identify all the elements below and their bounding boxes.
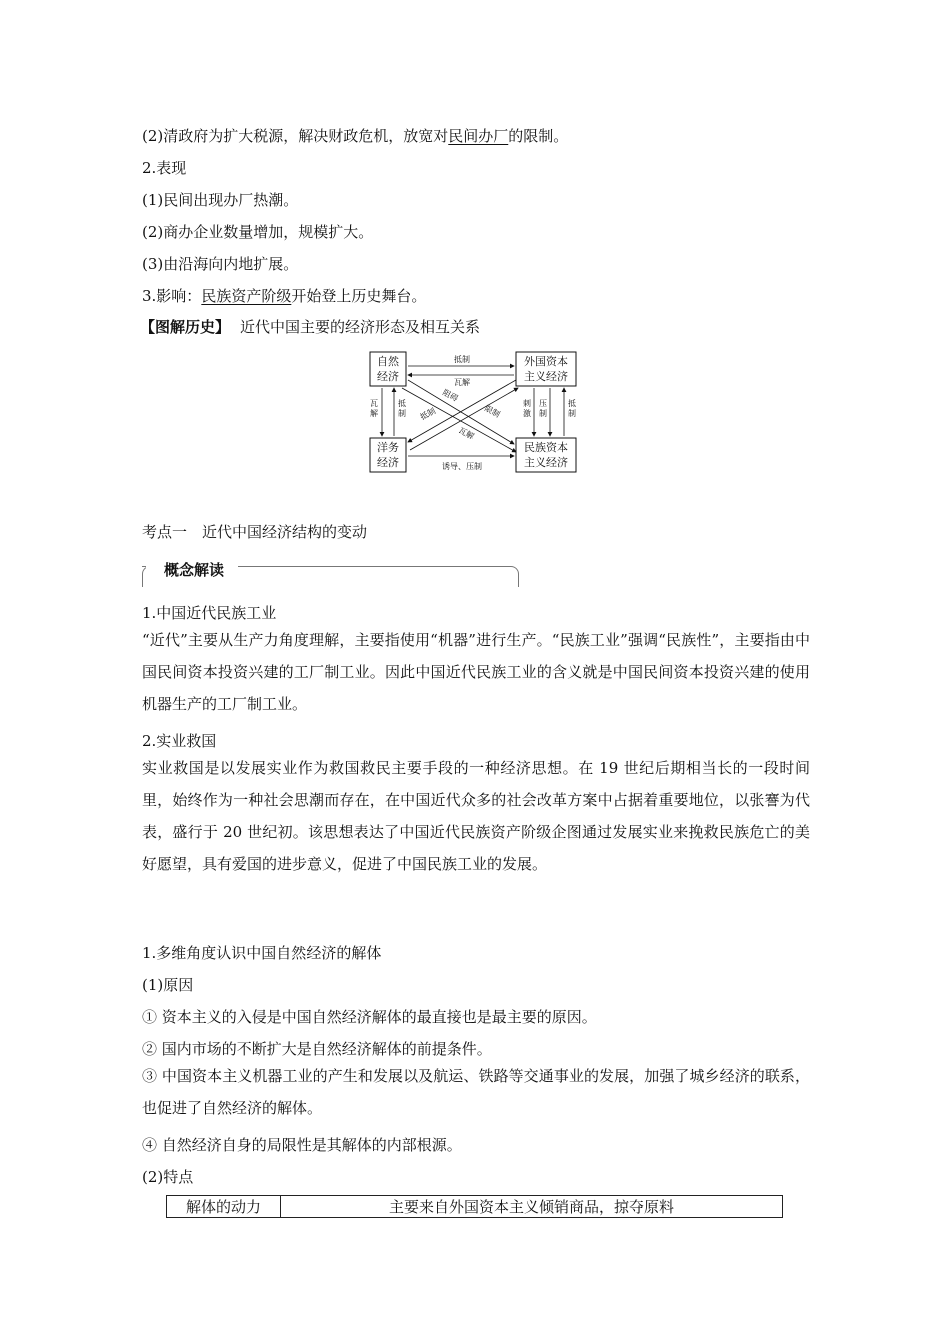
text-line-3: (1)民间出现办厂热潮。 — [142, 191, 299, 209]
label-diag-dizhi: 抵制 — [418, 406, 438, 422]
line-6-prefix: 3.影响： — [142, 287, 202, 305]
label-right-c2: 制 — [568, 409, 576, 418]
concept-2-body: 实业救国是以发展实业作为救国救民主要手段的一种经济思想。在 19 世纪后期相当长的一段时间里，始终作为一种社会思潮而存在，在中国近代众多的社会改革方案中占据着重要地位，以张謇为代表，盛行于 20 世纪初。该思想表达了中国近代民族资产阶级企图通过发展实业来挽救民族危亡的美好愿望，具有爱国的进步意义，促进了中国民族工业的发展。 — [142, 759, 810, 873]
line-1-underlined: 民间办厂 — [448, 127, 509, 145]
analysis-feature-heading: (2)特点 — [142, 1168, 194, 1186]
label-top-lower: 瓦解 — [454, 378, 470, 387]
text-line-4: (2)商办企业数量增加，规模扩大。 — [142, 223, 374, 241]
label-diag-zuai: 阻碍 — [441, 387, 460, 404]
analysis-reason-heading: (1)原因 — [142, 976, 194, 994]
arrow-diag-2 — [402, 388, 516, 452]
box-tl-line1: 自然 — [377, 355, 399, 368]
illustration-tag: 【图解历史】 — [140, 318, 231, 336]
feature-table — [166, 1195, 783, 1218]
label-bottom: 诱导、压制 — [442, 462, 482, 471]
box-tr-line2: 主义经济 — [524, 370, 568, 383]
concept-1-body: “近代”主要从生产力角度理解，主要指使用“机器”进行生产。“民族工业”强调“民族性”，主要指由中国民间资本投资兴建的工厂制工业。因此中国近代民族工业的含义就是中国民间资本投资兴建的使用机器生产的工厂制工业。 — [142, 631, 810, 713]
label-diag-xianzhi: 限制 — [483, 403, 502, 420]
text-line-7 — [140, 317, 480, 337]
table-cell: 主要来自外国资本主义倾销商品，掠夺原料 — [281, 1196, 783, 1218]
box-tr-line1: 外国资本 — [524, 355, 568, 368]
table-row — [167, 1196, 783, 1218]
concept-2-heading: 2.实业救国 — [142, 732, 217, 750]
box-br-line1: 民族资本 — [524, 441, 568, 454]
illustration-title: 近代中国主要的经济形态及相互关系 — [240, 318, 481, 336]
label-left-a2: 解 — [370, 409, 378, 418]
text-line-1 — [142, 126, 568, 146]
analysis-heading: 1.多维角度认识中国自然经济的解体 — [142, 944, 382, 962]
label-right-a2: 激 — [523, 409, 531, 418]
box-bl-line1: 洋务 — [377, 441, 399, 454]
analysis-reason-1: ① 资本主义的入侵是中国自然经济解体的最直接也是最主要的原因。 — [142, 1008, 597, 1026]
text-line-6 — [142, 286, 426, 306]
label-right-c1: 抵 — [568, 399, 576, 408]
line-1-suffix: 的限制。 — [508, 127, 569, 145]
line-1-prefix: (2)清政府为扩大税源，解决财政危机，放宽对 — [142, 127, 449, 145]
label-left-b1: 抵 — [398, 399, 406, 408]
box-br-line2: 主义经济 — [524, 456, 568, 469]
line-6-underlined: 民族资产阶级 — [201, 287, 292, 305]
table-cell: 解体的动力 — [167, 1196, 281, 1218]
line-6-suffix: 开始登上历史舞台。 — [291, 287, 427, 305]
label-right-b1: 压 — [539, 399, 547, 408]
label-top-upper: 抵制 — [454, 355, 470, 364]
label-right-b2: 制 — [539, 409, 547, 418]
text-line-2: 2.表现 — [142, 159, 187, 177]
label-left-a1: 瓦 — [370, 399, 378, 408]
label-diag-wajie: 瓦解 — [457, 425, 476, 442]
section-title: 考点一 近代中国经济结构的变动 — [142, 523, 368, 541]
box-bl-line2: 经济 — [377, 456, 399, 469]
label-left-b2: 制 — [398, 409, 406, 418]
box-tl-line2: 经济 — [377, 370, 399, 383]
concept-badge: 概念解读 — [146, 558, 238, 582]
text-line-5: (3)由沿海向内地扩展。 — [142, 255, 299, 273]
label-right-a1: 刺 — [523, 399, 531, 408]
analysis-reason-2: ② 国内市场的不断扩大是自然经济解体的前提条件。 — [142, 1040, 492, 1058]
concept-1-heading: 1.中国近代民族工业 — [142, 604, 277, 622]
economy-relationship-diagram — [366, 348, 580, 476]
analysis-reason-3: ③ 中国资本主义机器工业的产生和发展以及航运、铁路等交通事业的发展，加强了城乡经济的联系，也促进了自然经济的解体。 — [142, 1067, 810, 1117]
analysis-reason-4: ④ 自然经济自身的局限性是其解体的内部根源。 — [142, 1136, 462, 1154]
